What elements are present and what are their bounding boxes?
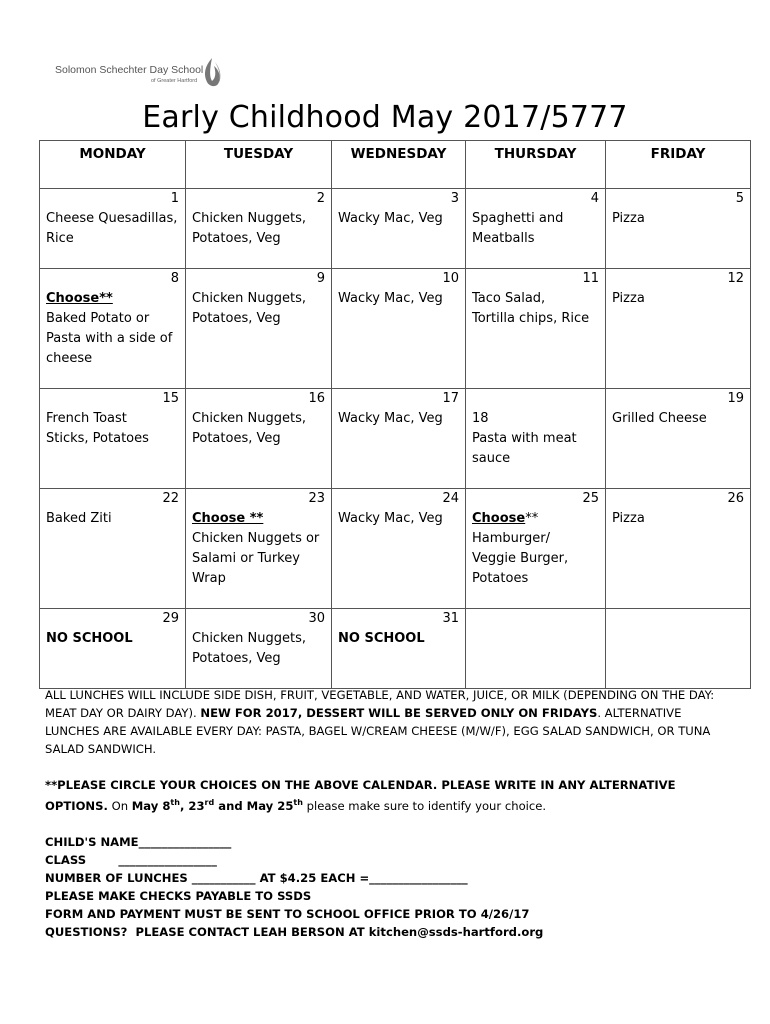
notes-instruction: **PLEASE CIRCLE YOUR CHOICES ON THE ABOVE CALENDAR. PLEASE WRITE IN ANY ALTERNATIVE OPTIONS. bbox=[45, 778, 676, 813]
calendar-day-cell bbox=[466, 269, 606, 389]
calendar-day-cell bbox=[332, 389, 466, 489]
notes-text: please make sure to identify your choice. bbox=[302, 798, 547, 813]
meal-text bbox=[46, 409, 179, 449]
day-number: 26 bbox=[727, 491, 744, 506]
notes-date: , 23 bbox=[179, 798, 205, 813]
logo-subtitle: of Greater Hartford bbox=[151, 78, 198, 84]
notes-sup: th bbox=[293, 798, 303, 807]
day-number: 29 bbox=[162, 611, 179, 626]
calendar-day-cell bbox=[332, 189, 466, 269]
choose-label: Choose ** bbox=[192, 511, 264, 526]
calendar-day-cell bbox=[606, 609, 751, 689]
calendar-day-cell bbox=[40, 389, 186, 489]
lunch-calendar bbox=[39, 140, 751, 689]
day-number bbox=[472, 389, 599, 409]
day-number: 5 bbox=[735, 191, 744, 206]
notes-paragraph-2 bbox=[45, 776, 735, 815]
calendar-day-cell bbox=[332, 269, 466, 389]
meal-text bbox=[192, 289, 325, 329]
notes-text: . ALTERNATIVE LUNCHES ARE AVAILABLE EVERY DAY: PASTA, BAGEL W/CREAM CHEESE (M/W/F), EGG SALAD SANDWICH, OR TUNA SALAD SANDWICH. bbox=[45, 706, 711, 756]
calendar-day-cell bbox=[466, 389, 606, 489]
meal-description: Grilled Cheese bbox=[612, 411, 707, 426]
meal-text bbox=[338, 409, 459, 429]
meal-text bbox=[612, 289, 744, 309]
calendar-day-cell bbox=[40, 269, 186, 389]
calendar-day-cell bbox=[186, 189, 332, 269]
day-number: 15 bbox=[162, 391, 179, 406]
meal-description: Chicken Nuggets, Potatoes, Veg bbox=[192, 411, 306, 446]
meal-description: Cheese Quesadillas, Rice bbox=[46, 211, 178, 246]
calendar-day-cell bbox=[332, 489, 466, 609]
meal-text bbox=[192, 409, 325, 449]
calendar-day-cell bbox=[606, 189, 751, 269]
meal-text bbox=[612, 409, 744, 429]
notes-sup: rd bbox=[204, 798, 215, 807]
meal-text bbox=[338, 209, 459, 229]
lunch-notes bbox=[45, 686, 735, 941]
day-number: 1 bbox=[170, 191, 179, 206]
day-number: 2 bbox=[316, 191, 325, 206]
notes-date: May 8 bbox=[131, 798, 171, 813]
calendar-day-cell bbox=[40, 609, 186, 689]
checks-payable-line: PLEASE MAKE CHECKS PAYABLE TO SSDS bbox=[45, 888, 312, 903]
meal-text bbox=[612, 509, 744, 529]
school-logo bbox=[55, 56, 225, 92]
meal-description: Pizza bbox=[612, 211, 645, 226]
calendar-header-row bbox=[40, 141, 751, 189]
calendar-week-row bbox=[40, 489, 751, 609]
day-number bbox=[472, 609, 599, 629]
meal-description: Spaghetti and Meatballs bbox=[472, 211, 564, 246]
deadline-line: FORM AND PAYMENT MUST BE SENT TO SCHOOL OFFICE PRIOR TO 4/26/17 bbox=[45, 906, 530, 921]
meal-text bbox=[472, 509, 599, 589]
day-header: WEDNESDAY bbox=[332, 141, 466, 189]
meal-description: Pizza bbox=[612, 291, 645, 306]
meal-description: Wacky Mac, Veg bbox=[338, 291, 443, 306]
meal-text bbox=[472, 289, 599, 329]
day-number: 9 bbox=[316, 271, 325, 286]
day-number: 25 bbox=[582, 491, 599, 506]
calendar-day-cell bbox=[606, 269, 751, 389]
meal-description: Baked Ziti bbox=[46, 511, 112, 526]
meal-text bbox=[192, 209, 325, 249]
notes-text: On bbox=[107, 798, 132, 813]
meal-description: Wacky Mac, Veg bbox=[338, 411, 443, 426]
day-number: 22 bbox=[162, 491, 179, 506]
logo-school-name: Solomon Schechter Day School bbox=[55, 64, 204, 76]
calendar-week-row bbox=[40, 389, 751, 489]
day-number: 3 bbox=[450, 191, 459, 206]
day-number: 12 bbox=[727, 271, 744, 286]
meal-text bbox=[192, 629, 325, 669]
calendar-day-cell bbox=[40, 489, 186, 609]
meal-text bbox=[612, 209, 744, 229]
calendar-day-cell bbox=[466, 489, 606, 609]
notes-paragraph-1 bbox=[45, 686, 735, 758]
meal-text bbox=[338, 629, 459, 649]
meal-description: ** Hamburger/ Veggie Burger, Potatoes bbox=[472, 511, 569, 586]
meal-description: Wacky Mac, Veg bbox=[338, 211, 443, 226]
day-number: 4 bbox=[590, 191, 599, 206]
meal-text bbox=[46, 509, 179, 529]
class-field[interactable]: CLASS _________________ bbox=[45, 852, 217, 867]
calendar-day-cell bbox=[186, 389, 332, 489]
meal-description: French Toast Sticks, Potatoes bbox=[46, 411, 149, 446]
day-number: 8 bbox=[170, 271, 179, 286]
notes-highlight: NEW FOR 2017, DESSERT WILL BE SERVED ONLY ON FRIDAYS bbox=[200, 706, 598, 720]
notes-sup: th bbox=[170, 798, 180, 807]
calendar-day-cell bbox=[606, 489, 751, 609]
notes-date: and May 25 bbox=[214, 798, 294, 813]
choose-label: Choose** bbox=[46, 291, 113, 306]
calendar-day-cell bbox=[332, 609, 466, 689]
calendar-week-row bbox=[40, 269, 751, 389]
meal-text bbox=[46, 629, 179, 649]
choose-label: Choose bbox=[472, 511, 526, 526]
day-header: TUESDAY bbox=[186, 141, 332, 189]
calendar-day-cell bbox=[186, 609, 332, 689]
day-number: 11 bbox=[582, 271, 599, 286]
day-number: 19 bbox=[727, 391, 744, 406]
meal-text bbox=[192, 509, 325, 589]
meal-text bbox=[338, 509, 459, 529]
day-header: MONDAY bbox=[40, 141, 186, 189]
meal-description: Wacky Mac, Veg bbox=[338, 511, 443, 526]
day-number bbox=[612, 609, 744, 629]
meal-description: Baked Potato or Pasta with a side of cheese bbox=[46, 311, 173, 366]
number-of-lunches-field[interactable]: NUMBER OF LUNCHES ___________ AT $4.25 EACH =_________________ bbox=[45, 870, 468, 885]
notes-text: ALL LUNCHES WILL INCLUDE SIDE DISH, FRUIT, VEGETABLE, AND WATER, JUICE, OR MILK (DEPENDING ON THE DAY: MEAT DAY OR DAIRY DAY). bbox=[45, 688, 715, 720]
calendar-day-cell bbox=[40, 189, 186, 269]
meal-text bbox=[46, 289, 179, 369]
meal-text bbox=[472, 209, 599, 249]
calendar-day-cell bbox=[466, 189, 606, 269]
meal-description: Pizza bbox=[612, 511, 645, 526]
page-title: Early Childhood May 2017/5777 bbox=[142, 100, 628, 135]
day-number: 23 bbox=[308, 491, 325, 506]
calendar-day-cell bbox=[466, 609, 606, 689]
meal-description: Chicken Nuggets, Potatoes, Veg bbox=[192, 631, 306, 666]
day-number: 24 bbox=[442, 491, 459, 506]
day-number: 10 bbox=[442, 271, 459, 286]
meal-description: Chicken Nuggets, Potatoes, Veg bbox=[192, 211, 306, 246]
calendar-day-cell bbox=[186, 269, 332, 389]
day-number: 16 bbox=[308, 391, 325, 406]
calendar-day-cell bbox=[606, 389, 751, 489]
day-number: 31 bbox=[442, 611, 459, 626]
meal-description: 18 Pasta with meat sauce bbox=[472, 411, 577, 466]
day-number: 17 bbox=[442, 391, 459, 406]
meal-description: Chicken Nuggets or Salami or Turkey Wrap bbox=[192, 531, 320, 586]
calendar-week-row bbox=[40, 189, 751, 269]
meal-text bbox=[338, 289, 459, 309]
day-header: FRIDAY bbox=[606, 141, 751, 189]
meal-description: NO SCHOOL bbox=[338, 631, 425, 646]
meal-text bbox=[472, 409, 599, 469]
day-number: 30 bbox=[308, 611, 325, 626]
child-name-field[interactable]: CHILD'S NAME________________ bbox=[45, 834, 232, 849]
meal-text bbox=[46, 209, 179, 249]
meal-description: Chicken Nuggets, Potatoes, Veg bbox=[192, 291, 306, 326]
flame-icon bbox=[201, 56, 223, 90]
meal-description: Taco Salad, Tortilla chips, Rice bbox=[472, 291, 590, 326]
calendar-day-cell bbox=[186, 489, 332, 609]
day-header: THURSDAY bbox=[466, 141, 606, 189]
contact-line: QUESTIONS? PLEASE CONTACT LEAH BERSON AT kitchen@ssds-hartford.org bbox=[45, 924, 544, 939]
meal-description: NO SCHOOL bbox=[46, 631, 133, 646]
calendar-week-row bbox=[40, 609, 751, 689]
